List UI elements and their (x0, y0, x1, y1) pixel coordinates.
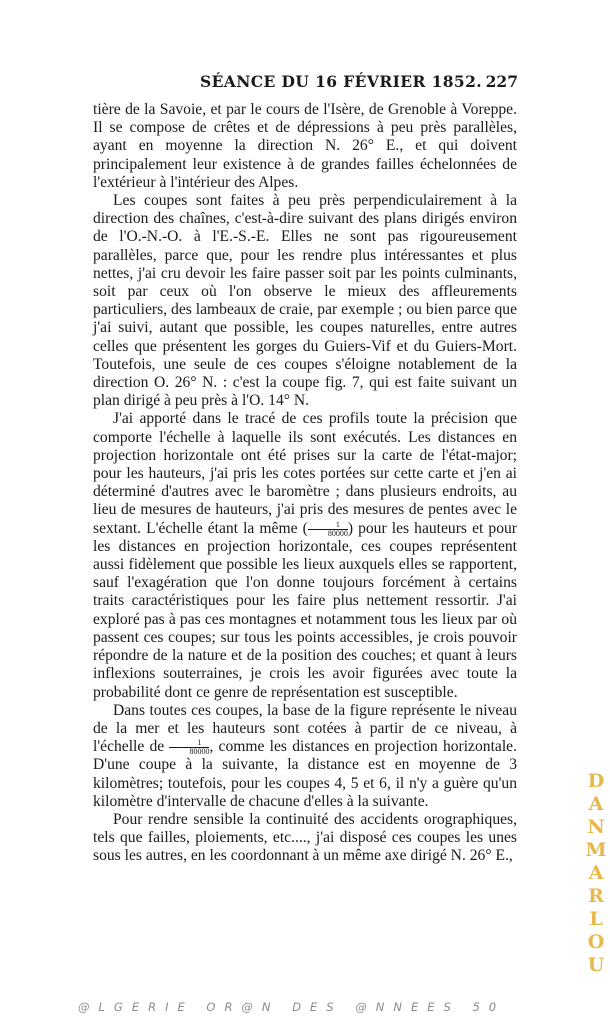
page-body (93, 101, 517, 866)
paragraph-base-part1: Dans toutes ces coupes, la base de la figure représente le niveau de la mer et les hauteurs sont cotées à partir de ce niveau, à l'échelle de (93, 701, 517, 756)
paragraph-continuite: Pour rendre sensible la continuité des accidents orographiques, tels que failles, ploiements, etc...., j'ai disposé ces coupes les unes sous les autres, en les coordonnant à un même axe dirigé N. 26° E., (93, 810, 517, 865)
paragraph-precision (93, 410, 517, 701)
paragraph-precision-part1: J'ai apporté dans le tracé de ces profils toute la précision que comporte l'échelle à laquelle ils sont exécutés. Les distances en projection horizontale ont été prises sur la carte de l'état-major; pour les hauteurs, j'ai pris les cotes portées sur cette carte et j'en ai déterminé d'autres avec le baromètre ; dans plusieurs endroits, au lieu de mesures de hauteurs, j'ai pris des mesures de pentes avec le sextant. L'échelle étant la même ( (93, 410, 517, 537)
paragraph-base-part2: , comme les distances en projection horizontale. D'une coupe à la suivante, la distance est en moyenne de 3 kilomètres; toutefois, pour les coupes 4, 5 et 6, il n'y a guère qu'un kilomètre d'intervalle de chacune d'elles à la suivante. (93, 738, 517, 810)
session-title (200, 73, 482, 91)
page-number: 227 (485, 72, 518, 91)
fraction-denominator-2: 80000 (189, 747, 210, 757)
fraction-numerator-2: 1 (169, 739, 209, 748)
session-title-month: FÉVRIER (337, 72, 432, 91)
paragraph-continuation: tière de la Savoie, et par le cours de l'Isère, de Grenoble à Voreppe. Il se compose de crêtes et de dépressions à peu près parallèles, ayant en moyenne la direction N. 26° E., et qui doivent principalement leur existence à de grandes failles échelonnées de l'extérieur à l'intérieur des Alpes. (93, 101, 517, 191)
fraction-denominator: 80000 (327, 528, 348, 538)
fraction-numerator: 1 (308, 521, 348, 530)
session-title-day: 16 (315, 72, 338, 91)
library-stamp: DANMARLOU (585, 770, 607, 976)
paragraph-base (93, 702, 517, 811)
paragraph-coupes: Les coupes sont faites à peu près perpendiculairement à la direction des chaînes, c'est-à-dire suivant des plans dirigés environ de l'O.-N.-O. à l'E.-S.-E. Elles ne sont pas rigoureusement parallèles, parce que, pour les rendre plus intéressantes et plus nettes, j'ai cru devoir les faire passer soit par les points culminants, soit par ceux où l'on observe le mieux des affleurements particuliers, des lambeaux de craie, par exemple ; ou bien parce que j'ai suivi, autant que possible, les coupes naturelles, entre autres celles que présentent les gorges du Guiers-Vif et du Guiers-Mort. Toutefois, une seule de ces coupes s'éloigne notablement de la direction O. 26° N. : c'est la coupe fig. 7, qui est faite suivant un plan dirigé à peu près à l'O. 14° N. (93, 192, 517, 410)
session-title-pre: SÉANCE DU (200, 72, 316, 91)
watermark-footer: @LGERIE OR@N DES @NNEES 50 (78, 1000, 506, 1014)
scale-fraction-2 (169, 739, 209, 756)
session-title-year: 1852. (431, 72, 483, 91)
scale-fraction (308, 521, 348, 538)
paragraph-precision-part2: ) pour les hauteurs et pour les distances en projection horizontale, ces coupes représentent aussi fidèlement que possible les lieux auxquels elles se rapportent, sauf l'exagération que l'on donne toujours forcément à certains traits caractéristiques pour les faire plus nettement ressortir. J'ai exploré pas à pas ces montagnes et notamment tous les lieux par où passent ces coupes; sur tous les points accessibles, je crois pouvoir répondre de la nature et de la position des couches; et quant à leurs inflexions souterraines, je crois les avoir figurées avec toute la probabilité dont ce genre de représentation est susceptible. (93, 519, 517, 701)
